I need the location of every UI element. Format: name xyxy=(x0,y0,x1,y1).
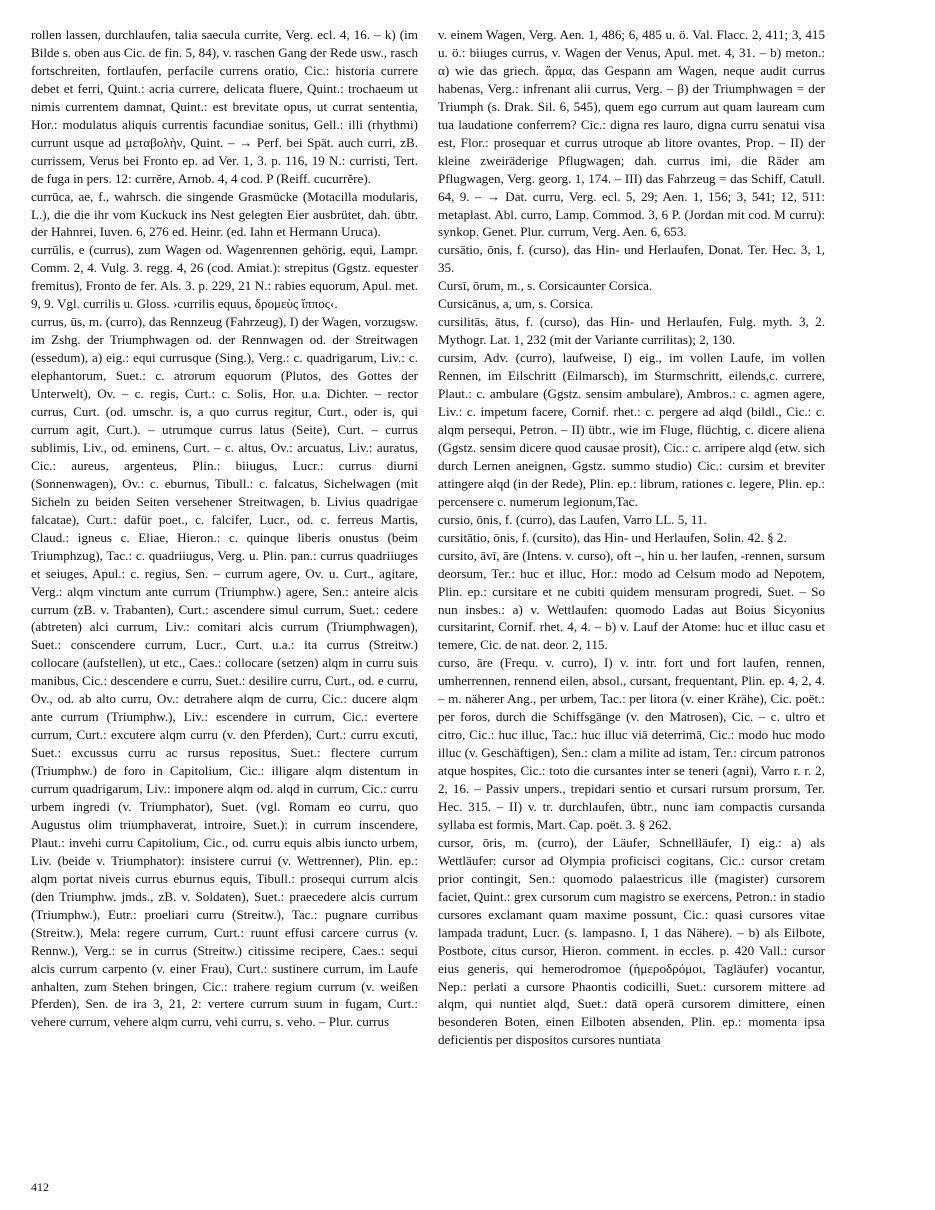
entry-cursilitas: cursilitās, ātus, f. (curso), das Hin- und Herlaufen, Fulg. myth. 3, 2. Mythogr. Lat. 1, 232 (mit der Variante currilitas); 2, 130. xyxy=(438,314,825,348)
entry-cursatio: cursātio, ōnis, f. (curso), das Hin- und Herlaufen, Donat. Ter. Hec. 3, 1, 35. xyxy=(438,242,825,276)
entry-cursio: cursio, ōnis, f. (curro), das Laufen, Varro LL. 5, 11. xyxy=(438,511,707,527)
entry-curruca: currūca, ae, f., wahrsch. die singende Grasmücke (Motacilla modularis, L.), die die ihr vom Kuckuck ins Nest gelegten Eier ausbrütet, dah. übtr. der Hahnrei, Iuven. 6, 276 ed. Heinr. (ed. Iahn et Hermann Uruca). xyxy=(31,188,418,240)
entry-cursicanus: Cursicānus, a, um, s. Corsica. xyxy=(438,296,594,312)
entry-continuation-currere: rollen lassen, durchlaufen, talia saecula currite, Verg. ecl. 4, 16. – k) (im Bilde s. oben aus Cic. de fin. 5, 84), v. raschen Gang der Rede usw., rasch fortschreiten, fortlaufen, perfacile currens oratio, Cic.: historia currere debet et ferri, Quint.: acria currere, delicata fluere, Quint.: trochaeum ut nimis currentem damnat, Quint.: est brevitate opus, ut currat sententia, Hor.: modulatus aliquis currentis facundiae sonitus, Gell.: illi (rhythmi) currunt usque ad μεταβολὴν, Quint. – → Perf. bei Spät. auch curri, zB. currissem, Verus bei Fronto ep. ad Ver. 1, 3. p. 116, 19 N.: curristi, Tert. de fuga in pers. 12: currĕre, Arnob. 4, 4 cod. P (Reiff. cucurrĕre). xyxy=(31,27,418,186)
page-number: 412 xyxy=(31,1180,49,1194)
left-column xyxy=(31,26,418,1031)
entry-cursitatio: cursitātio, ōnis, f. (cursito), das Hin- und Herlaufen, Solin. 42. § 2. xyxy=(438,529,787,545)
entry-cursito: cursito, āvī, āre (Intens. v. curso), oft –, hin u. her laufen, -rennen, sursum deorsum, Ter.: huc et illuc, Hor.: modo ad Celsum modo ad Nepotem, Plin. ep.: cursitare et ne cubiti quidem mensuram progredi, Suet. – So nun insbes.: a) v. Wettlaufen: quomodo Ladas aut Boius Sicyonius cursitarint, Cornif. rhet. 4, 4. – b) v. Lauf der Atome: huc et illuc casu et temere, Cic. de nat. deor. 2, 115. xyxy=(438,547,825,653)
entry-cursor: cursor, ōris, m. (curro), der Läufer, Schnellläufer, I) eig.: a) als Wettläufer: cursor ad Olympia proficisci cogitans, Cic.: cursor cretam prior contingit, Sen.: quomodo palaestricus ille (magister) cursorem faciet, Quint.: grex cursorum cum magistro se exercens, Petron.: in stadio cursores exclamant quam maxime possunt, Cic.: quasi cursores vitae lampada tradunt, Lucr. (s. lampasno. I, 1 das Nähere). – b) als Eilbote, Postbote, citus cursor, Hieron. comment. in eccles. p. 420 Vall.: cursor eius generis, qui hemerodromoe (ἡμεροδρόμοι, Tagläufer) vocantur, Nep.: perlati a cursore Phaontis codicilli, Suet.: cursorem mittere ad alqm, qui nuntiet alqd, Suet.: datā operā cursorem dimittere, einen besonderen Boten, einen Eilboten absenden, Plin. ep.: momenta ipsa deficientis per dispositos cursores nuntiata xyxy=(438,834,825,1048)
entry-currulis: currūlis, e (currus), zum Wagen od. Wagenrennen gehörig, equi, Lampr. Comm. 2, 4. Vulg. 3. regg. 4, 26 (cod. Amiat.): strepitus (Ggstz. equester fremitus), Fronto de fer. Als. 3. p. 229, 21 N.: rabies equorum, Apul. met. 9, 9. Vgl. currilis u. Gloss. ›currilis equus, δρομεὺς ἵππος‹. xyxy=(31,242,418,312)
entry-continuation-currus: v. einem Wagen, Verg. Aen. 1, 486; 6, 485 u. ö. Val. Flacc. 2, 411; 3, 415 u. ö.: biiuges currus, v. Wagen der Venus, Apul. met. 4, 31. – b) meton.: α) wie das griech. ἅρμα, das Gespann am Wagen, neque audit currus habenas, Verg.: infrenant alii currus, Verg. – β) der Triumphwagen = der Triumph (s. Drak. Sil. 6, 545), quem ego currum aut quam lauream cum tua laudatione conferrem? Cic.: digna res lauro, digna curru senatui visa est, Flor.: prosequar et currus utroque ab litore ovantes, Prop. – II) der kleine zweiräderige Pflugwagen; dah. currus imi, die Räder am Pflugwagen, Verg. georg. 1, 174. – III) das Fahrzeug = das Schiff, Catull. 64, 9. – → Dat. curru, Verg. ecl. 5, 29; Aen. 1, 156; 3, 541; 12, 511: metaplast. Abl. curro, Lamp. Commod. 3, 6 P. (Jordan mit cod. M curru): synkop. Genet. Plur. currum, Verg. Aen. 6, 653. xyxy=(438,27,825,240)
right-column xyxy=(438,26,825,1049)
entry-cursim: cursim, Adv. (curro), laufweise, I) eig., im vollen Laufe, im vollen Rennen, im Eilschritt (Eilmarsch), im Sturmschritt, eilends,c. currere, Plaut.: c. ambulare (Ggstz. sensim ambulare), Ambros.: c. agmen agere, Liv.: c. impetum facere, Cornif. rhet.: c. pergere ad alqd (bildl., Cic.: c. alqm persequi, Petron. – II) übtr., wie im Fluge, flüchtig, c. dicere aliena (Ggstz. sensim dicere quod causae prosit), Cic.: c. arripere alqd (etw. sich durch Lernen aneignen, Ggstz. summo studio) Cic.: cursim et breviter attingere alqd (in der Rede), Plin. ep.: librum, rationes c. legere, Plin. ep.: percensere c. numerum legionum,Tac. xyxy=(438,350,825,509)
entry-curso: curso, āre (Frequ. v. curro), I) v. intr. fort und fort laufen, rennen, umherrennen, rennend eilen, absol., cursant, frequentant, Plin. ep. 4, 2, 4. – m. näherer Ang., per urbem, Tac.: per litora (v. einer Krähe), Cic. poët.: per foros, durch die Schiffsgänge (v. den Matrosen), Cic. – c. ultro et citro, Cic.: huc illuc, Tac.: huc illuc viā deterrimā, Cic.: modo huc modo illuc (v. Geschäftigen), Sen.: clam a milite ad istam, Ter.: circum patronos atque hospites, Cic.: toto die cursantes inter se teneri (agni), Varro r. r. 2, 2, 16. – Passiv unpers., trepidari sentio et cursari rursum prorsum, Ter. Hec. 315. – II) v. tr. durchlaufen, übtr., nunc iam compactis cursanda syllaba est formis, Mart. Cap. poët. 3. § 262. xyxy=(438,655,825,832)
entry-currus: currus, ūs, m. (curro), das Rennzeug (Fahrzeug), I) der Wagen, vorzugsw. im Zshg. der Triumphwagen od. der Rennwagen od. der Streitwagen (essedum), a) eig.: equi currusque (Sing.), Verg.: c. quadrigarum, Liv.: c. elephantorum, Suet.: c. atrorum equorum (Plutos, des Gottes der Unterwelt), Ov. – c. regis, Curt.: c. Solis, Hor. u.a. Dichter. – rector currus, Curt. (od. umschr. is, a quo currus regitur, Curt., oder is, qui currum agit, Curt.). – utrumque currus latus (Seite), Curt. – currus sublimis, Liv., od. eminens, Curt. – c. altus, Ov.: arcuatus, Liv.: auratus, Cic.: aureus, argenteus, Plin.: biiugus, Lucr.: currus diurni (Sonnenwagen), Ov.: c. eburnus, Tibull.: c. falcatus, Sichelwagen (mit Sicheln zu beiden Seiten versehener Streitwagen, b. Livius quadrigae falcatae), Curt.: dafür poet., c. falcifer, Lucr., od. c. ferreus Martis, Claud.: igneus c. Eliae, Hieron.: c. quinque liberis onustus (beim Triumphzug), Tac.: c. quadriiugus, Verg. u. Plin. pan.: currus quadriiuges et seiuges, Apul.: c. regius, Sen. – currum agere, Ov. u. Curt., agitare, Verg.: alqm vinctum ante currum (Triumphw.) agere, Sen.: anteire alcis currum (zB. v. Trabanten), Curt.: ascendere simul currum, Suet.: cedere (abtreten) alci currum, Liv.: comitari alcis currum (Triumphwagen), Suet.: conscendere currum, Lucr., Curt. u.a.: ita currus (Streitw.) collocare (aufstellen), ut etc., Caes.: collocare (setzen) alqm in curru suis manibus, Cic.: descendere e curru, Suet.: desilire curru, Curt., od. e curru, Ov., od. ab alto curru, Ov.: detrahere alqm de curru, Cic.: ducere alqm ante currum (Triumphw.), Liv.: escendere in currum, Cic.: evertere currum, Curt.: excutere alqm curru (v. den Pferden), Curt.: curru excuti, Suet.: excussus curru ac rursus repositus, Suet.: flectere currum (Triumphw.) de foro in Capitolium, Cic.: illigare alqm distentum in currum quadrigarum, Liv.: imponere alqm od. alqd in currum, Cic.: curru urbem ingredi (v. Triumphator), Suet. (vgl. Romam eo curru, quo Augustus olim triumphaverat, introire, Suet.): in currum inscendere, Plaut.: invehi curru Capitolium, Cic., od. curru equis albis iuncto urbem, Liv. (beide v. Triumphator): insistere currui (v. Wettrenner), Plin. ep.: alqm portat niveis currus eburnus equis, Tibull.: prosequi currum alcis (den Triumphw. jmds., zB. v. Soldaten), Suet.: praecedere alcis currum (Triumphw.), Eutr.: proeliari curru (Streitw.), Tac.: pugnare curribus (Streitw.), Mela: regere currum, Curt.: ruunt effusi carcere currus (v. Rennw.), Verg.: se in currus (Streitw.) citissime recipere, Caes.: sequi alcis currum carpento (v. einer Frau), Curt.: sustinere currum, im Laufe anhalten, zum Stehen bringen, Cic.: trahere regium currum (v. weißen Pferden), Sen. de ira 3, 21, 2: vertere currum suum in fugam, Curt.: vehere currum, vehere alqm curru, vehi curru, s. veho. – Plur. currus xyxy=(31,314,418,1030)
entry-cursi: Cursī, ōrum, m., s. Corsicaunter Corsica. xyxy=(438,278,653,294)
